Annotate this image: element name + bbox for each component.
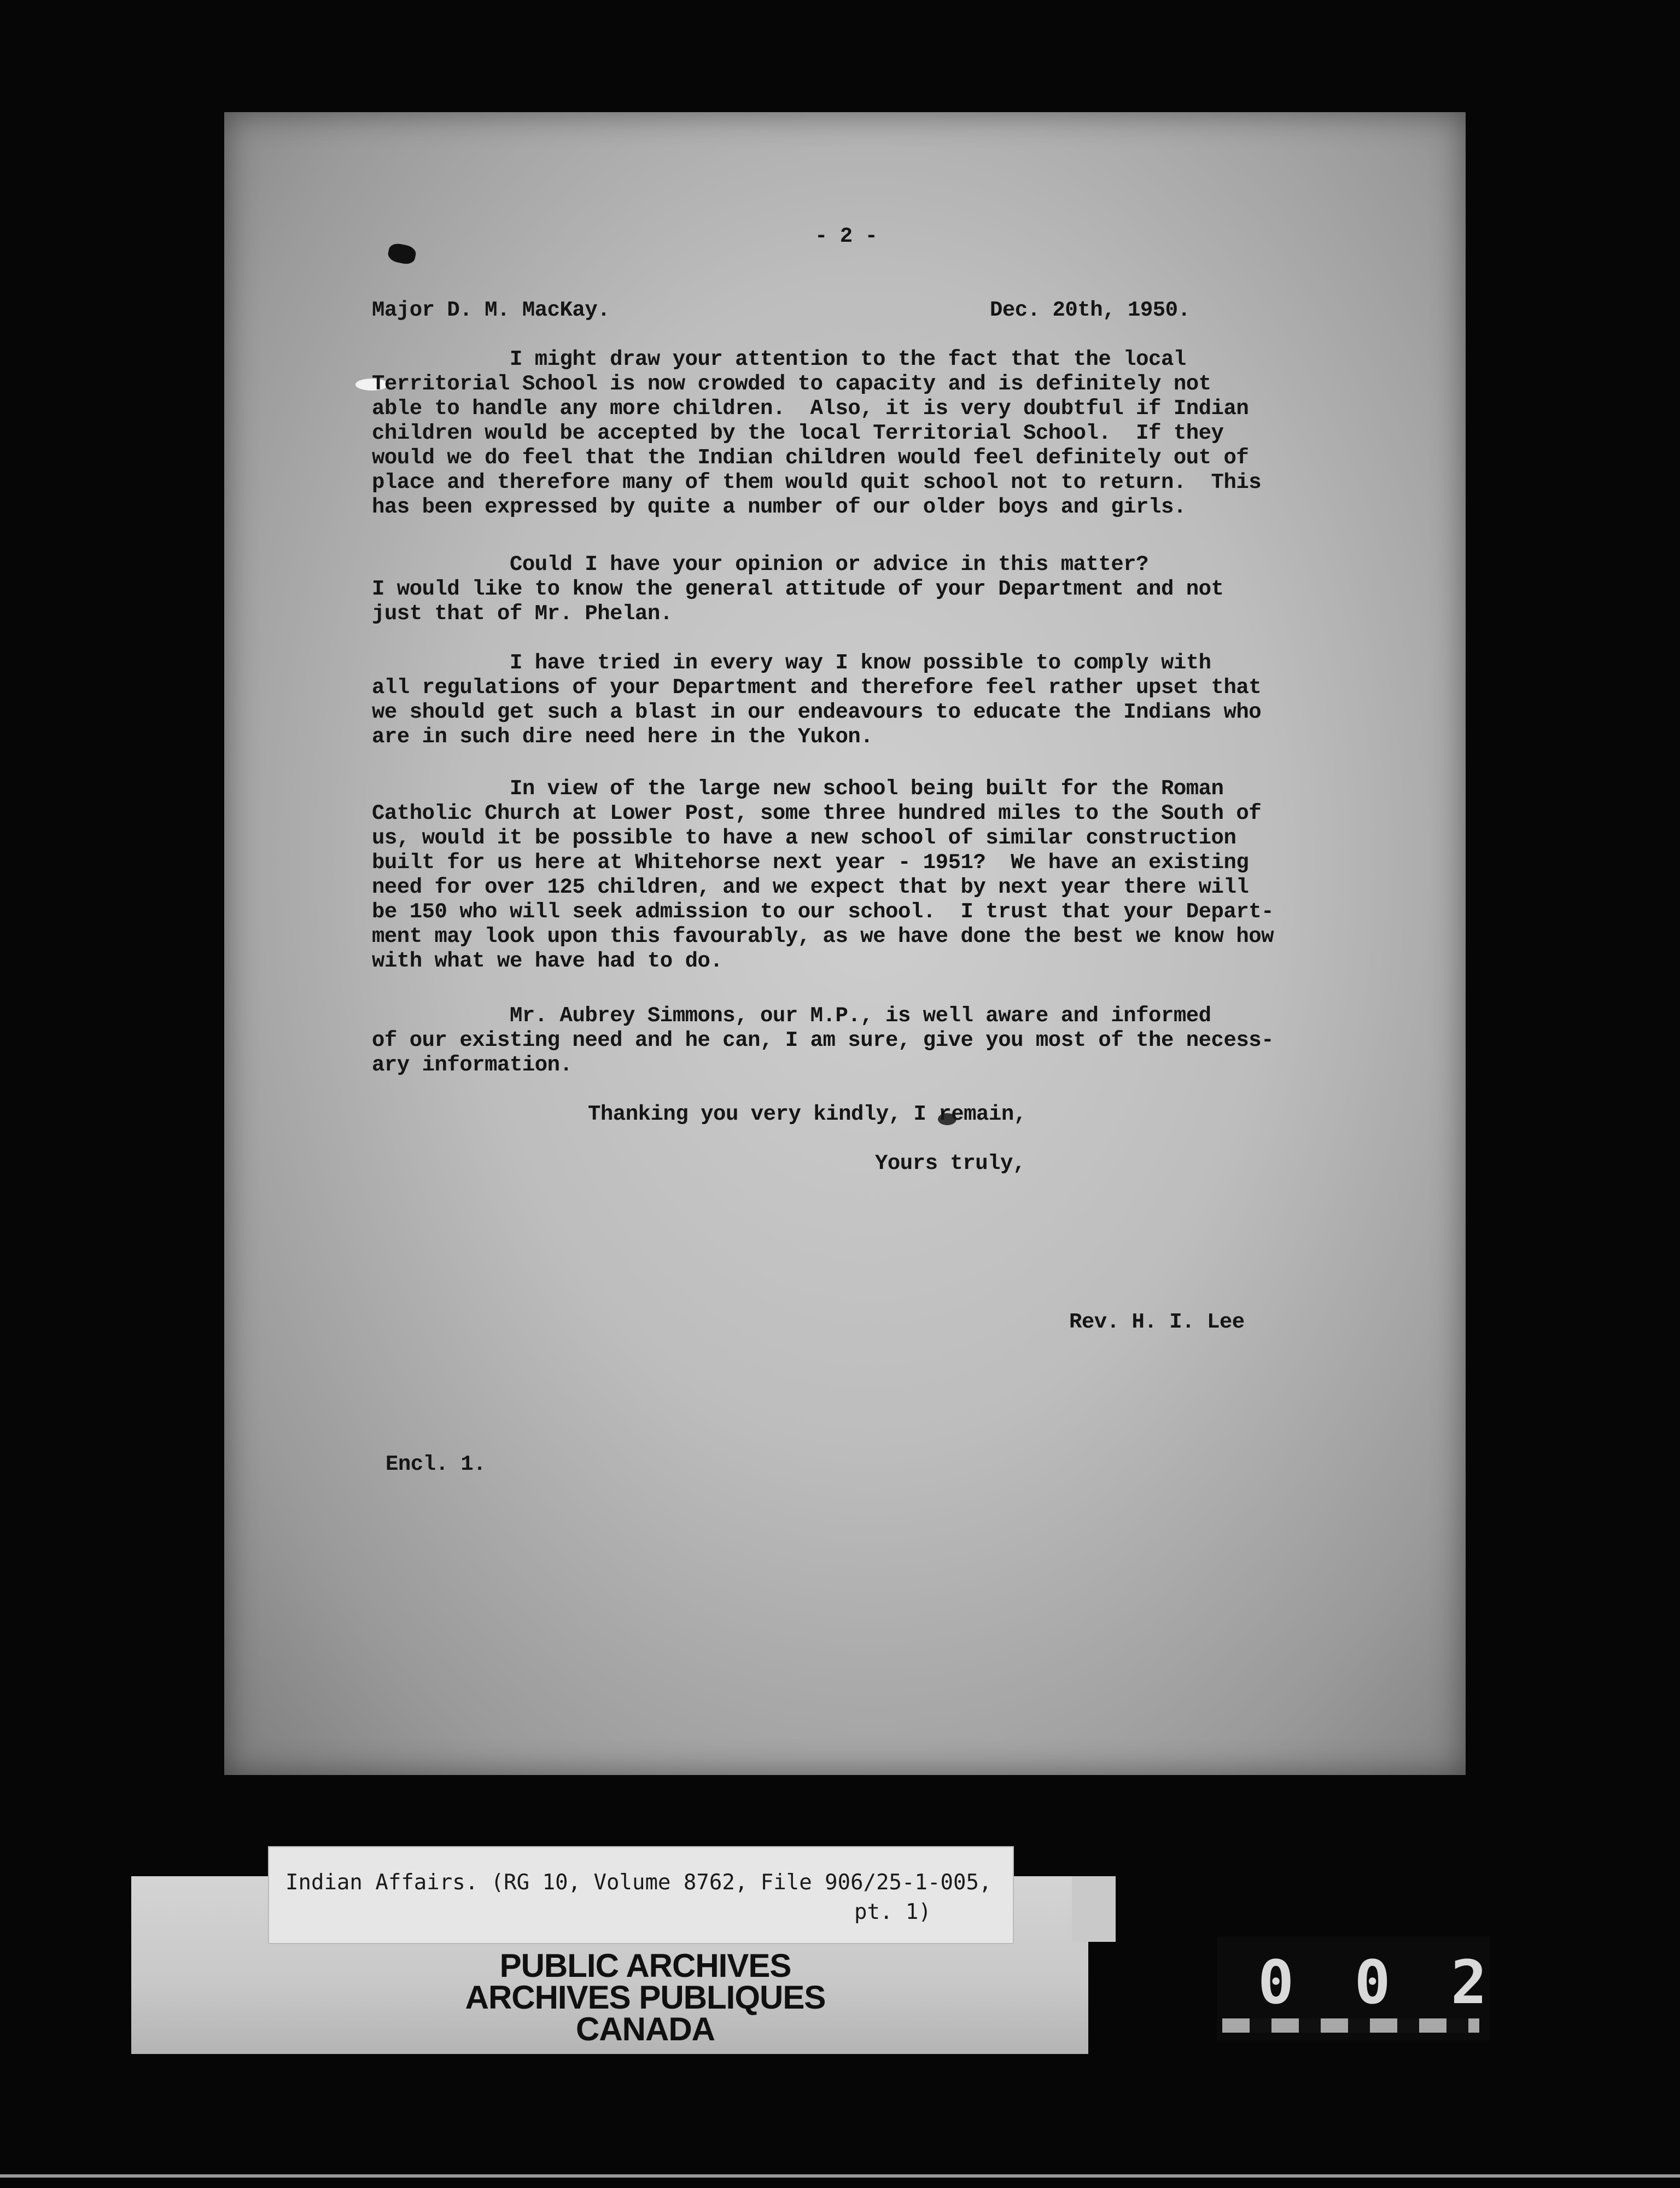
frame-counter-marks [1222, 2018, 1479, 2033]
body-paragraph: In view of the large new school being built for the Roman Catholic Church at Lower Post, some three hundred miles to the South of us, would it be possible to have a new school of similar construction built for us here at Whitehorse next year - 1951? We have an existing need for over 125 children, and we expect that by next year there will be 150 who will seek admission to our school. I trust that your Depart- ment may look upon this favourably, as we have done the best we know how with what we have had to do. [372, 777, 1274, 973]
body-paragraph: I have tried in every way I know possible to comply with all regulations of your Department and therefore feel rather upset that we should get such a blast in our endeavours to educate the Indians who are in such dire need here in the Yukon. [372, 651, 1262, 749]
body-paragraph: Mr. Aubrey Simmons, our M.P., is well aware and informed of our existing need and he can, I am sure, give you most of the necess- ary information. [372, 1004, 1274, 1077]
frame-counter: 0 0 2 [1258, 1947, 1500, 2017]
recipient-line: Major D. M. MacKay. [372, 298, 610, 322]
stamp-line-country: CANADA [576, 2011, 715, 2047]
letter-page [224, 112, 1466, 1775]
stamp-line-english: PUBLIC ARCHIVES [499, 1947, 791, 1984]
enclosure-note: Encl. 1. [386, 1452, 486, 1476]
body-paragraph: Could I have your opinion or advice in this matter? I would like to know the general attitude of your Department and not just that of Mr. Phelan. [372, 552, 1224, 626]
closing-line: Thanking you very kindly, I remain, [588, 1102, 1026, 1126]
archive-stamp [394, 1947, 897, 2047]
letter-date: Dec. 20th, 1950. [990, 298, 1191, 322]
body-paragraph: I might draw your attention to the fact that the local Territorial School is now crowded to capacity and is definitely not able to handle any more children. Also, it is very doubtful if Indian children would be accepted by the local Territorial School. If they would we do feel that the Indian children would feel definitely out of place and therefore many of them would quit school not to return. This has been expressed by quite a number of our older boys and girls. [372, 347, 1262, 519]
ink-smudge [387, 242, 417, 266]
reference-line-continuation: pt. 1) [854, 1900, 931, 1924]
complimentary-close: Yours truly, [875, 1151, 1025, 1176]
stamp-line-french: ARCHIVES PUBLIQUES [465, 1979, 826, 2016]
page-number: - 2 - [815, 224, 878, 248]
signature-name: Rev. H. I. Lee [1069, 1310, 1245, 1334]
reference-line: Indian Affairs. (RG 10, Volume 8762, File 906/25-1-005, [285, 1870, 992, 1895]
reference-card [268, 1846, 1014, 1944]
film-edge [0, 2174, 1680, 2178]
label-strip-notch [1072, 1876, 1116, 1942]
